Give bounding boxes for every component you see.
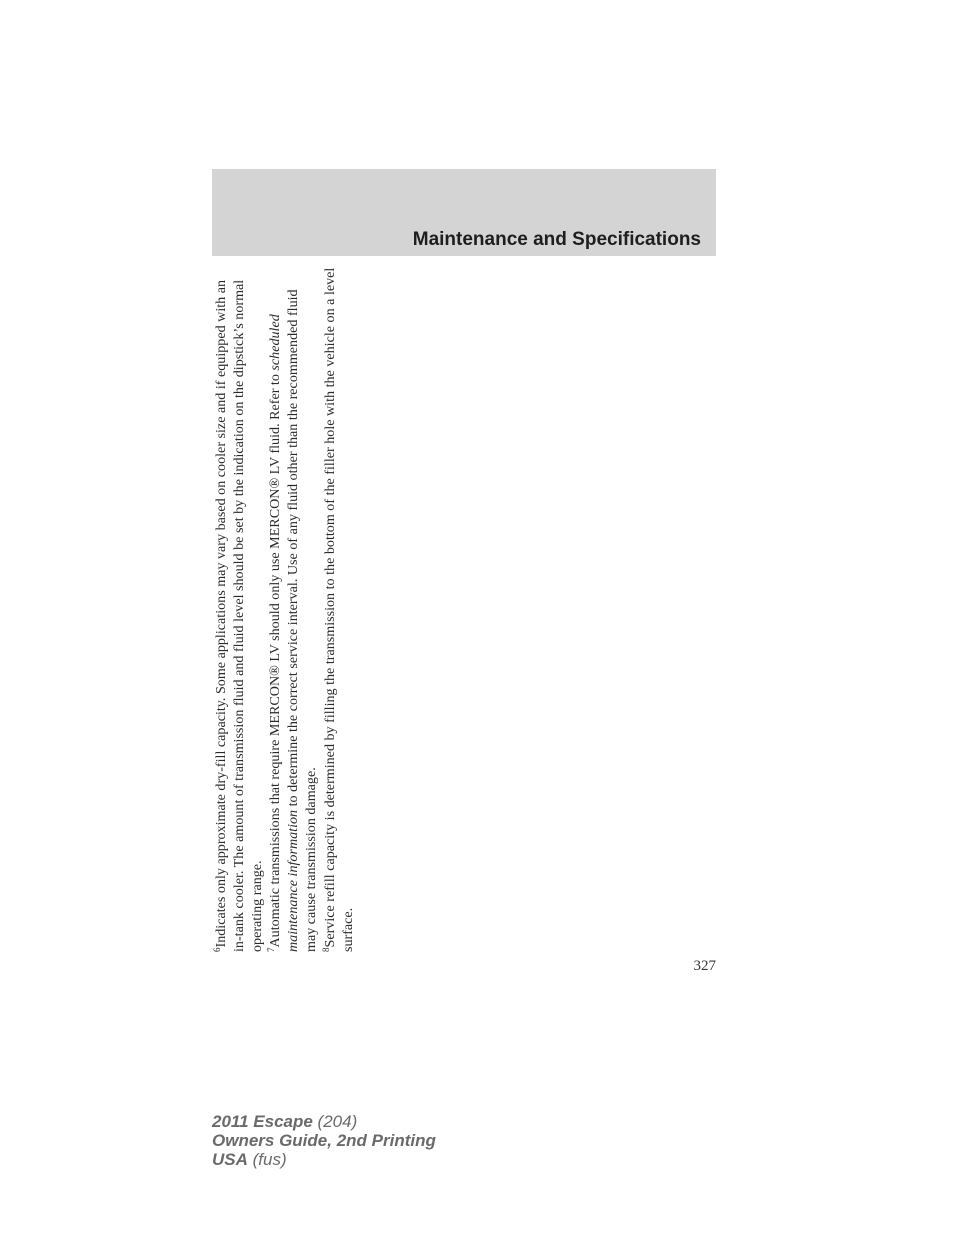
footnote-8 bbox=[321, 262, 357, 952]
footnote-text: Indicates only approximate dry-fill capacity. Some applications may vary based on cooler size and if equipped with an in-tank cooler. The amount of transmission fluid and fluid level should be set by the indication on the dipstick’s normal operating range. bbox=[213, 279, 266, 952]
page-number: 327 bbox=[693, 958, 716, 974]
footnote-marker: 8 bbox=[320, 947, 331, 952]
footnote-marker: 7 bbox=[266, 947, 277, 952]
imprint-line-3 bbox=[212, 1150, 436, 1169]
imprint-line-2 bbox=[212, 1131, 436, 1150]
imprint-market: USA bbox=[212, 1150, 248, 1169]
print-imprint bbox=[212, 1112, 436, 1169]
imprint-market-code: (fus) bbox=[247, 1150, 287, 1169]
footnote-6 bbox=[212, 262, 266, 952]
section-header-band bbox=[212, 169, 716, 256]
imprint-line-1 bbox=[212, 1112, 436, 1131]
footnote-text: Automatic transmissions that require MERCON® LV should only use MERCON® LV fluid. Refer to bbox=[267, 370, 284, 948]
imprint-model: 2011 Escape bbox=[212, 1112, 313, 1131]
footnote-marker: 6 bbox=[212, 947, 222, 952]
section-title: Maintenance and Specifications bbox=[412, 229, 701, 250]
footnote-italic-reference: scheduled maintenance information bbox=[267, 314, 302, 952]
footnote-text: Service refill capacity is determined by filling the transmission to the bottom of the filler hole with the vehicle on a level surface. bbox=[321, 267, 356, 952]
imprint-edition: Owners Guide, 2nd Printing bbox=[212, 1131, 436, 1150]
rotated-footnotes bbox=[212, 262, 362, 952]
imprint-code: (204) bbox=[312, 1112, 358, 1131]
footnote-7 bbox=[266, 262, 320, 952]
footnote-text: to determine the correct service interval. Use of any fluid other than the recommended fluid may cause transmission damage. bbox=[285, 289, 320, 952]
